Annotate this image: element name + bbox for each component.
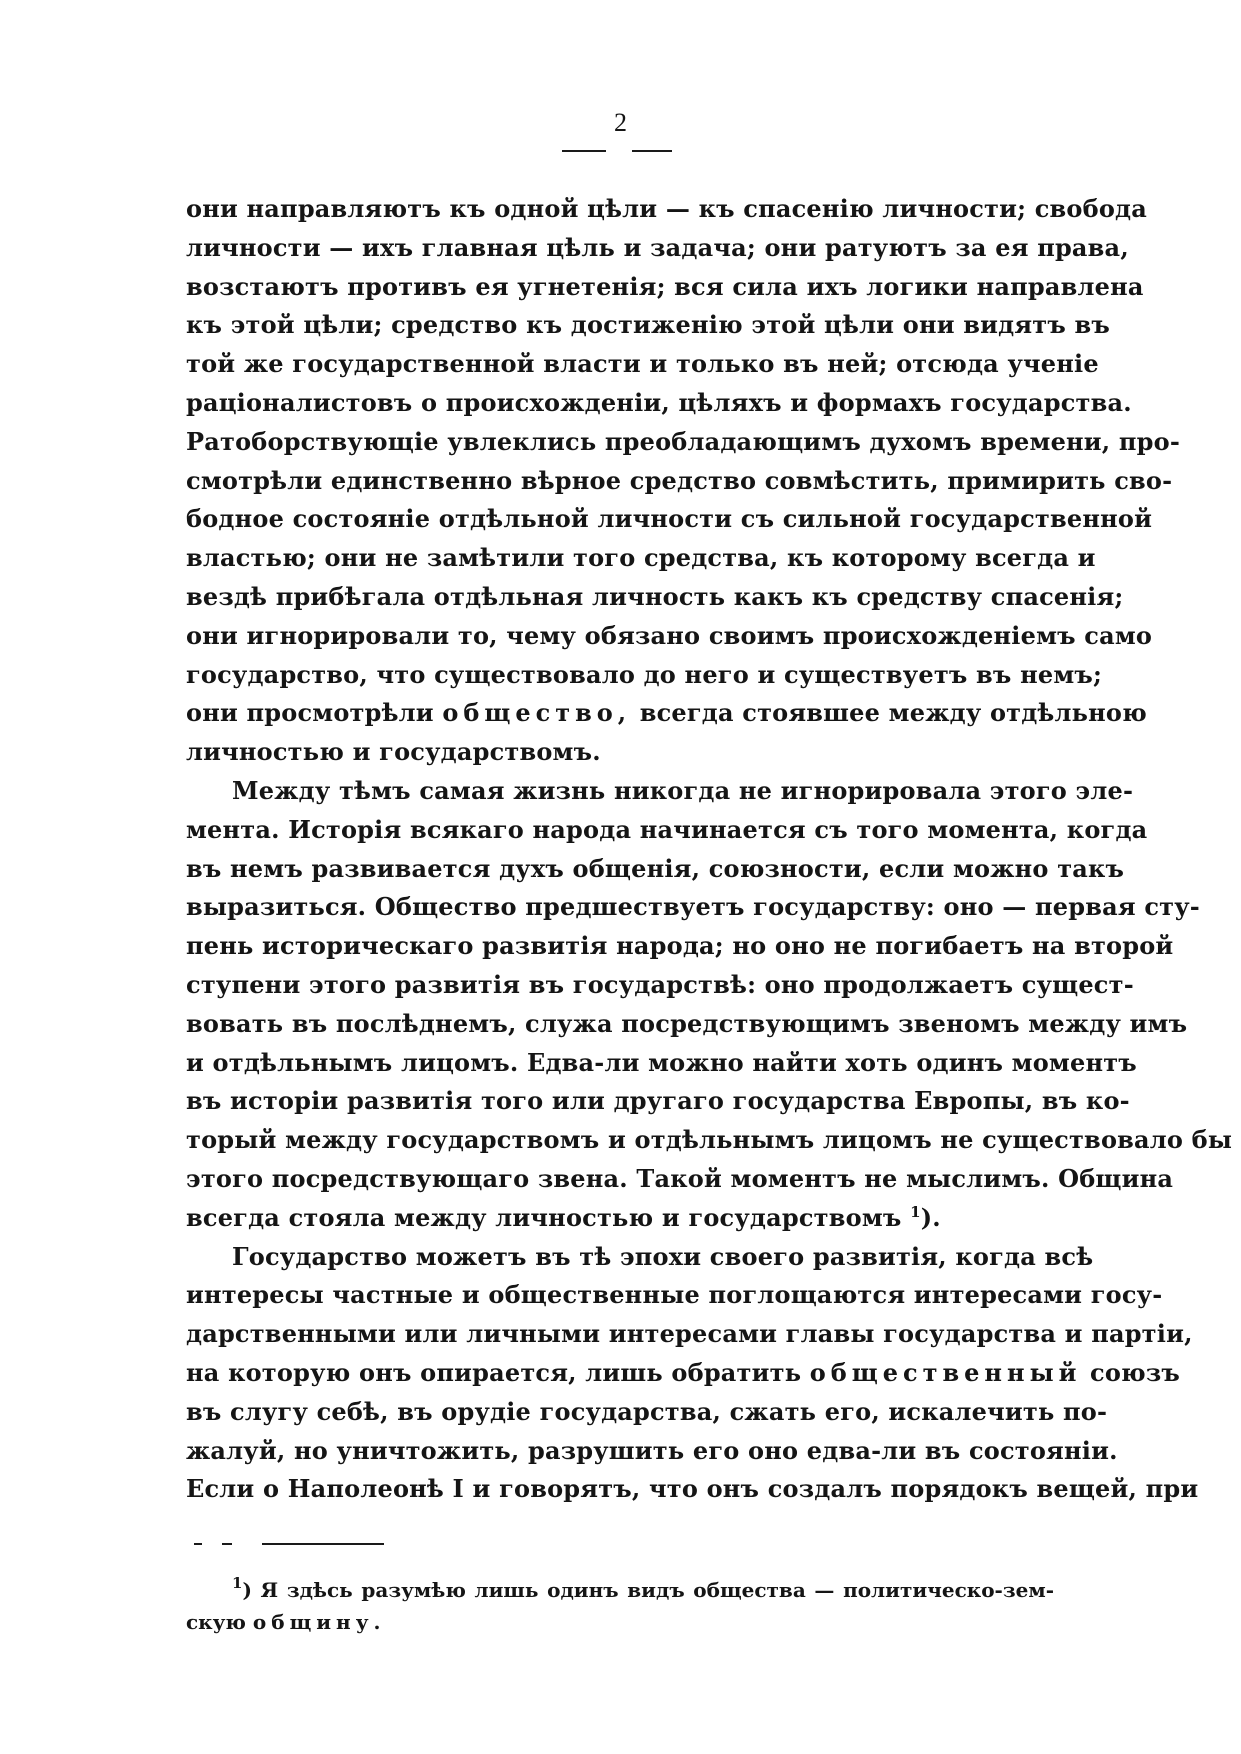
- text-line: ступени этого развитія въ государствѣ: оно продолжаетъ сущест-: [186, 969, 1134, 999]
- text-segment: они просмотрѣли: [186, 698, 434, 728]
- text-line: къ этой цѣли; средство къ достиженію этой цѣли они видятъ въ: [186, 310, 1110, 340]
- text-segment: ).: [920, 1202, 941, 1232]
- text-segment: всегда стояла между личностью и государствомъ: [186, 1202, 902, 1232]
- text-line: Между тѣмъ самая жизнь никогда не игнорировала этого эле-: [232, 775, 1134, 805]
- text-line: Если о Наполеонѣ I и говорятъ, что онъ создалъ порядокъ вещей, при: [186, 1474, 1199, 1504]
- footnote-rule: [194, 1543, 202, 1545]
- body-text: [186, 190, 1233, 1509]
- text-line: властью; они не замѣтили того средства, къ которому всегда и: [186, 543, 1096, 573]
- footnote-reference[interactable]: 1: [910, 1202, 921, 1221]
- spaced-emphasis: общину.: [252, 1610, 386, 1634]
- text-segment: союзъ: [1090, 1357, 1180, 1387]
- text-line: возстаютъ противъ ея угнетенія; вся сила ихъ логики направлена: [186, 271, 1144, 301]
- text-line: они направляютъ къ одной цѣли — къ спасенію личности; свобода: [186, 194, 1147, 223]
- text-line: мента. Исторія всякаго народа начинается съ того момента, когда: [186, 814, 1148, 844]
- text-line: [186, 1199, 1054, 1238]
- text-segment: на которую онъ опирается, лишь обратить: [186, 1357, 802, 1387]
- text-line: выразиться. Общество предшествуетъ государству: оно — первая сту-: [186, 892, 1200, 922]
- text-line: пень историческаго развитія народа; но оно не погибаетъ на второй: [186, 931, 1174, 961]
- text-line: государство, что существовало до него и существуетъ въ немъ;: [186, 659, 1103, 689]
- text-line: въ немъ развивается духъ общенія, союзности, если можно такъ: [186, 853, 1125, 883]
- text-line: [186, 1354, 1180, 1393]
- text-line: той же государственной власти и только въ ней; отсюда ученіе: [186, 349, 1099, 379]
- text-line: [186, 694, 1147, 733]
- text-line: этого посредствующаго звена. Такой моментъ не мыслимъ. Община: [186, 1163, 1174, 1193]
- paragraph-2: [186, 772, 1233, 1238]
- footnote: [186, 1574, 1054, 1638]
- page-number-rule-left: [562, 150, 606, 152]
- paragraph-1: [186, 190, 1181, 772]
- text-line: жалуй, но уничтожить, разрушить его оно едва-ли въ состояніи.: [186, 1435, 1118, 1465]
- text-segment: ) Я здѣсь разумѣю лишь одинъ видъ общества — политическо-зем-: [242, 1578, 1054, 1602]
- text-line: торый между государствомъ и отдѣльнымъ лицомъ не существовало бы: [186, 1125, 1233, 1155]
- text-line: личностью и государствомъ.: [186, 737, 601, 767]
- text-line: интересы частные и общественные поглощаются интересами госу-: [186, 1280, 1163, 1310]
- text-segment: всегда стоявшее между отдѣльною: [639, 698, 1147, 728]
- page-number: 2: [614, 108, 627, 137]
- footnote-rule: [222, 1543, 232, 1545]
- text-line: Государство можетъ въ тѣ эпохи своего развитія, когда всѣ: [232, 1241, 1094, 1271]
- text-line: дарственными или личными интересами главы государства и партіи,: [186, 1319, 1193, 1349]
- text-line: смотрѣли единственно вѣрное средство совмѣстить, примирить сво-: [186, 465, 1173, 495]
- text-line: бодное состояніе отдѣльной личности съ сильной государственной: [186, 504, 1153, 534]
- text-line: и отдѣльнымъ лицомъ. Едва-ли можно найти хоть одинъ моментъ: [186, 1047, 1137, 1077]
- footnote-line: [186, 1606, 1054, 1638]
- page-number-rule-right: [632, 150, 672, 152]
- text-line: вовать въ послѣднемъ, служа посредствующимъ звеномъ между имъ: [186, 1008, 1188, 1038]
- spaced-emphasis: общественный: [809, 1357, 1082, 1387]
- text-segment: скую: [186, 1610, 246, 1634]
- text-line: личности — ихъ главная цѣль и задача; они ратуютъ за ея права,: [186, 232, 1129, 262]
- footnote-rule: [262, 1543, 384, 1545]
- text-line: въ слугу себѣ, въ орудіе государства, сжать его, искалечить по-: [186, 1396, 1108, 1426]
- footnote-line: [186, 1574, 1054, 1606]
- paragraph-3: [186, 1238, 1199, 1510]
- footnote-marker: 1: [232, 1574, 243, 1592]
- text-line: они игнорировали то, чему обязано своимъ происхожденіемъ само: [186, 620, 1153, 650]
- spaced-emphasis: общество,: [442, 698, 632, 728]
- text-line: раціоналистовъ о происхожденіи, цѣляхъ и формахъ государства.: [186, 387, 1132, 417]
- text-line: Ратоборствующіе увлеклись преобладающимъ духомъ времени, про-: [186, 426, 1181, 456]
- text-line: вездѣ прибѣгала отдѣльная личность какъ къ средству спасенія;: [186, 581, 1124, 611]
- text-line: въ исторіи развитія того или другаго государства Европы, въ ко-: [186, 1086, 1130, 1116]
